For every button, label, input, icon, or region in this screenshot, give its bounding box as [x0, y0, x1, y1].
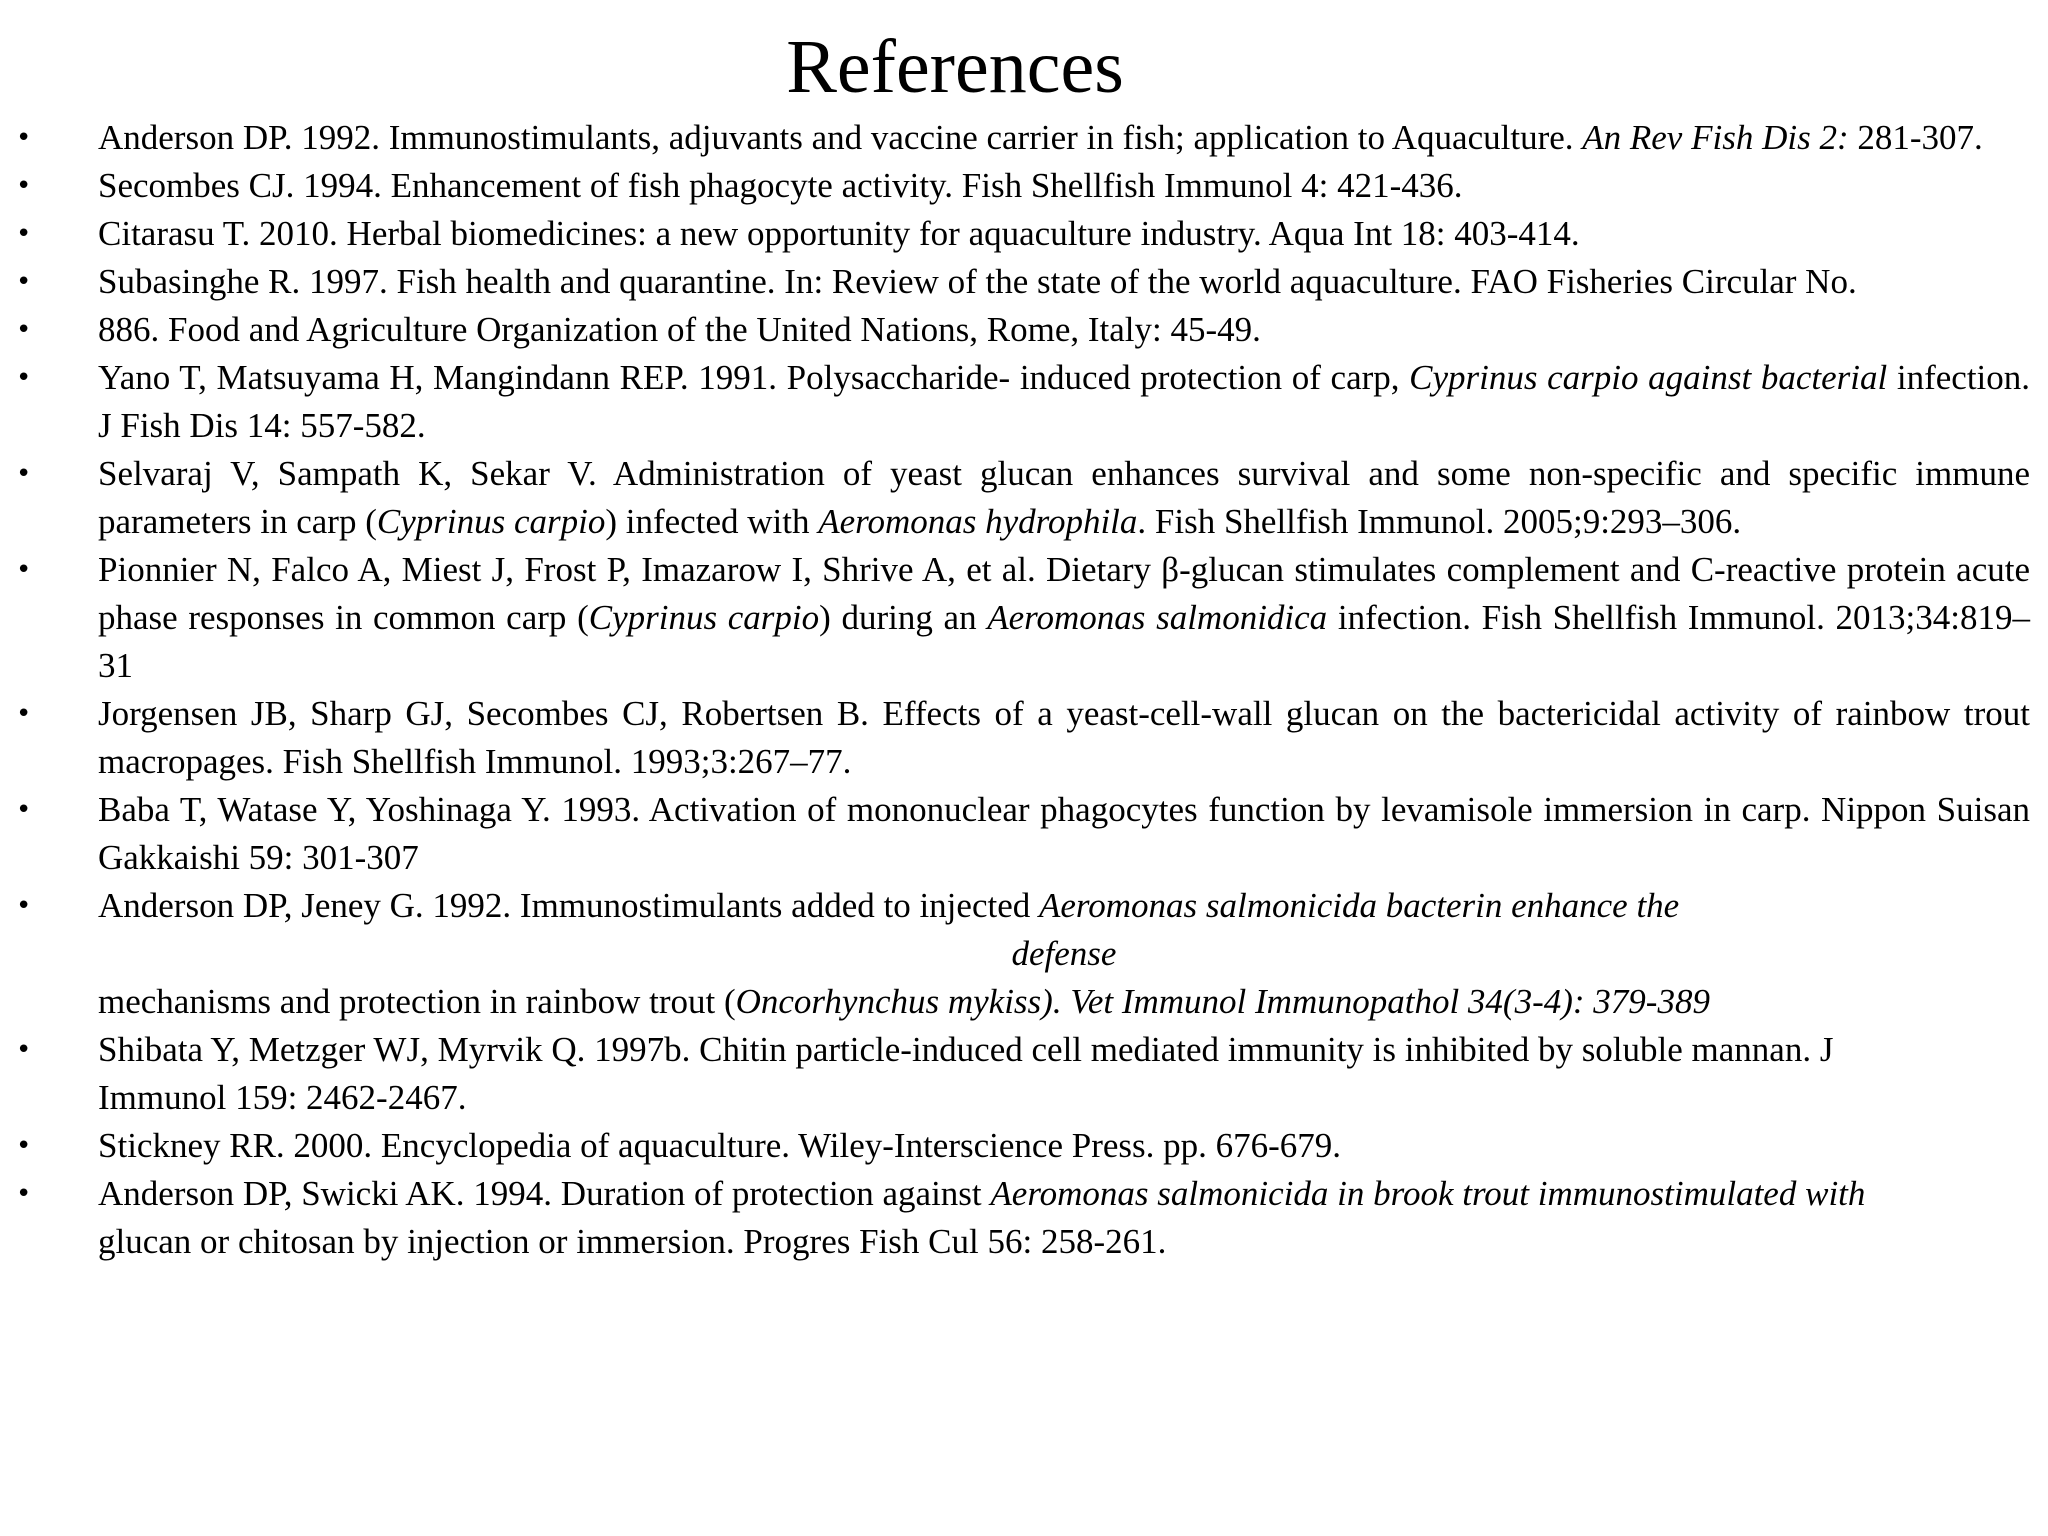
- reference-item: [0, 1122, 2030, 1170]
- reference-item: [0, 1026, 2030, 1122]
- reference-text: . Fish Shellfish Immunol. 2005;9:293–306.: [1137, 502, 1742, 541]
- reference-text: ) during an: [819, 598, 988, 637]
- reference-item: [0, 354, 2030, 450]
- bullet-icon: •: [16, 795, 32, 825]
- reference-text: infection. Fish Shellfish Immunol. 2013;34:819–31: [98, 598, 2030, 685]
- reference-text: Stickney RR. 2000. Encyclopedia of aquaculture. Wiley-Interscience Press. pp. 676-679.: [98, 1126, 1342, 1165]
- reference-text: glucan or chitosan by injection or immersion. Progres Fish Cul 56: 258-261.: [98, 1222, 1167, 1261]
- reference-text: infection. J Fish Dis 14: 557-582.: [98, 358, 2031, 445]
- reference-text: Anderson DP. 1992. Immunostimulants, adjuvants and vaccine carrier in fish; application to Aquaculture.: [98, 118, 1583, 157]
- reference-item: [0, 210, 2030, 258]
- reference-item: [0, 450, 2030, 546]
- bullet-icon: •: [16, 699, 32, 729]
- bullet-icon: •: [16, 363, 32, 393]
- reference-text: Secombes CJ. 1994. Enhancement of fish phagocyte activity. Fish Shellfish Immunol 4: 421-436.: [98, 166, 1463, 205]
- bullet-icon: •: [16, 1179, 32, 1209]
- reference-text: Pionnier N, Falco A, Miest J, Frost P, Imazarow I, Shrive A, et al. Dietary β-glucan stimulates complement and C-reactive protein acute phase responses in common carp (: [98, 550, 2030, 637]
- bullet-icon: •: [16, 267, 32, 297]
- reference-text: 886. Food and Agriculture Organization of the United Nations, Rome, Italy: 45-49.: [98, 310, 1261, 349]
- species-name: Aeromonas hydrophila: [818, 502, 1138, 541]
- bullet-icon: •: [16, 555, 32, 585]
- bullet-icon: •: [16, 315, 32, 345]
- species-name: Aeromonas salmonidica: [987, 598, 1328, 637]
- reference-text: defense: [1011, 934, 1117, 973]
- species-name: Aeromonas salmonicida bacterin enhance the: [1038, 886, 1680, 925]
- reference-text: Citarasu T. 2010. Herbal biomedicines: a new opportunity for aquaculture industry. Aqua Int 18: 403-414.: [98, 214, 1580, 253]
- reference-text: Immunol 159: 2462-2467.: [98, 1078, 467, 1117]
- reference-text: Selvaraj V, Sampath K, Sekar V. Administration of yeast glucan enhances survival and some non-specific and specific immune parameters in carp (: [98, 454, 2030, 541]
- bullet-icon: •: [16, 459, 32, 489]
- reference-list: [0, 114, 2030, 1266]
- bullet-icon: •: [16, 171, 32, 201]
- reference-text: Baba T, Watase Y, Yoshinaga Y. 1993. Activation of mononuclear phagocytes function by levamisole immersion in carp. Nippon Suisan Gakkaishi 59: 301-307: [98, 790, 2030, 877]
- reference-text: Yano T, Matsuyama H, Mangindann REP. 1991. Polysaccharide- induced protection of carp,: [98, 358, 1410, 397]
- reference-item: [0, 258, 2030, 306]
- reference-text: mechanisms and protection in rainbow trout (: [98, 982, 736, 1021]
- species-name: Cyprinus carpio: [588, 598, 820, 637]
- species-name: Cyprinus carpio: [376, 502, 606, 541]
- reference-text: Anderson DP, Swicki AK. 1994. Duration of protection against: [98, 1174, 991, 1213]
- reference-item: [0, 1170, 2030, 1266]
- reference-text: Anderson DP, Jeney G. 1992. Immunostimulants added to injected: [98, 886, 1039, 925]
- species-name: Aeromonas salmonicida in brook trout immunostimulated with: [990, 1174, 1866, 1213]
- bullet-icon: •: [16, 123, 32, 153]
- reference-text: Jorgensen JB, Sharp GJ, Secombes CJ, Robertsen B. Effects of a yeast-cell-wall glucan on the bactericidal activity of rainbow trout macropages. Fish Shellfish Immunol. 1993;3:267–77.: [98, 694, 2030, 781]
- reference-item: [0, 690, 2030, 786]
- species-name: Cyprinus carpio against bacterial: [1409, 358, 1888, 397]
- reference-text: Subasinghe R. 1997. Fish health and quarantine. In: Review of the state of the world aquaculture. FAO Fisheries Circular No.: [98, 262, 1857, 301]
- page-title: References: [786, 25, 1124, 109]
- journal-name: An Rev Fish Dis 2:: [1582, 118, 1849, 157]
- bullet-icon: •: [16, 1131, 32, 1161]
- reference-item: [0, 546, 2030, 690]
- reference-item: [0, 114, 2030, 162]
- reference-item: [0, 162, 2030, 210]
- species-name: Oncorhynchus mykiss). Vet Immunol Immunopathol 34(3-4): 379-389: [735, 982, 1710, 1021]
- bullet-icon: •: [16, 1035, 32, 1065]
- reference-item: [0, 786, 2030, 882]
- bullet-icon: •: [16, 219, 32, 249]
- reference-text: Shibata Y, Metzger WJ, Myrvik Q. 1997b. Chitin particle-induced cell mediated immunity is inhibited by soluble mannan. J: [98, 1030, 1834, 1069]
- reference-text: 281-307.: [1848, 118, 1983, 157]
- reference-text: ) infected with: [605, 502, 819, 541]
- reference-item: [0, 306, 2030, 354]
- reference-item: [0, 882, 2030, 1026]
- bullet-icon: •: [16, 891, 32, 921]
